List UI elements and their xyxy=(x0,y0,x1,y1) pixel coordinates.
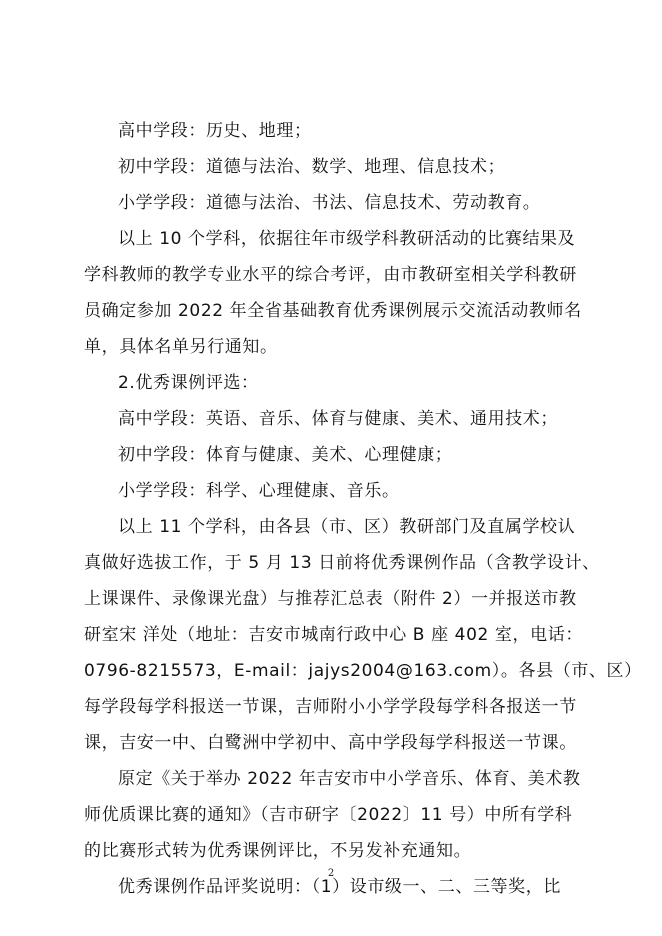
text-line: 优秀课例作品评奖说明：（1）设市级一、二、三等奖，比 xyxy=(118,877,561,897)
text-line: 课，吉安一中、白鹭洲中学初中、高中学段每学科报送一节课。 xyxy=(84,733,577,753)
text-line: 真做好选拔工作，于 5 月 13 日前将优秀课例作品（含教学设计、 xyxy=(84,553,600,573)
text-line: 的比赛形式转为优秀课例评比，不另发补充通知。 xyxy=(84,841,472,861)
text-line: 师优质课比赛的通知》（吉市研字〔2022〕11 号）中所有学科 xyxy=(84,805,573,825)
text-line: 以上 11 个学科，由各县（市、区）教研部门及直属学校认 xyxy=(118,517,576,537)
text-line: 员确定参加 2022 年全省基础教育优秀课例展示交流活动教师名 xyxy=(84,301,582,321)
text-line: 以上 10 个学科，依据往年市级学科教研活动的比赛结果及 xyxy=(118,229,576,249)
text-line: 0796-8215573，E-mail：jajys2004@163.com）。各县（市、区） xyxy=(84,661,642,681)
text-line: 高中学段：英语、音乐、体育与健康、美术、通用技术； xyxy=(118,409,558,429)
text-line: 小学学段：科学、心理健康、音乐。 xyxy=(118,481,400,501)
page-number: 2 xyxy=(327,868,335,879)
text-line: 上课课件、录像课光盘）与推荐汇总表（附件 2）一并报送市教 xyxy=(84,589,577,609)
text-line: 高中学段：历史、地理； xyxy=(118,121,312,141)
text-line: 每学段每学科报送一节课，吉师附小小学学段每学科各报送一节 xyxy=(84,697,577,717)
text-line: 初中学段：体育与健康、美术、心理健康； xyxy=(118,445,453,465)
text-line: 学科教师的教学专业水平的综合考评，由市教研室相关学科教研 xyxy=(84,265,577,285)
text-line: 原定《关于举办 2022 年吉安市中小学音乐、体育、美术教 xyxy=(118,769,581,789)
text-line: 小学学段：道德与法治、书法、信息技术、劳动教育。 xyxy=(118,193,541,213)
text-line: 研室宋 洋处（地址：吉安市城南行政中心 B 座 402 室，电话： xyxy=(84,625,583,645)
text-line: 单，具体名单另行通知。 xyxy=(84,337,278,357)
text-line: 2.优秀课例评选： xyxy=(118,373,259,393)
text-line: 初中学段：道德与法治、数学、地理、信息技术； xyxy=(118,157,506,177)
